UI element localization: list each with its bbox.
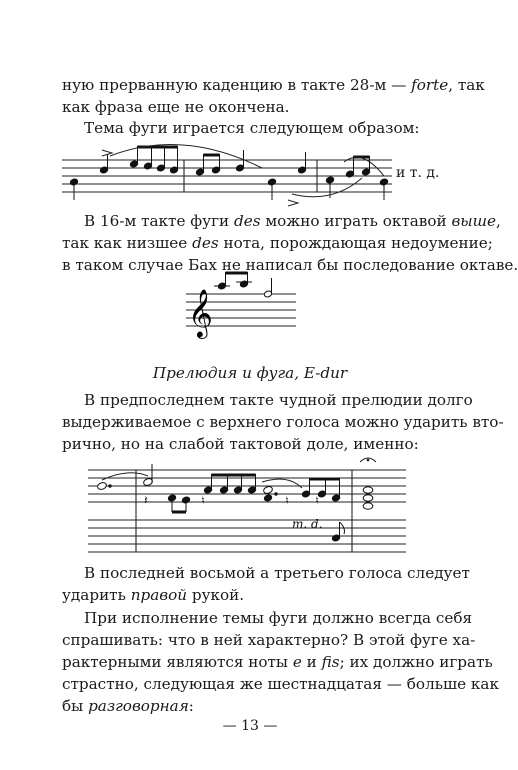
section-heading: Прелюдия и фуга, E-dur xyxy=(152,364,348,382)
page-number: — 13 — xyxy=(222,718,278,734)
fermata-icon xyxy=(367,459,370,462)
svg-text:♮: ♮ xyxy=(315,494,319,507)
paragraph-2: Тема фуги играется следующем образом: xyxy=(84,119,420,137)
paragraph-4: В предпоследнем такте чудной прелюдии долго выдерживаемое с верхнего голоса можно ударить вто- рично, но на слабой тактовой доле, именно: xyxy=(62,391,504,453)
paragraph-3: В 16-м такте фуги des можно играть октавой выше, так как низшее des нота, порождающая недоумение; в таком случае Бах не написал бы последование октаве. xyxy=(62,212,518,274)
paragraph-1: ную прерванную каденцию в такте 28-м — forte, так как фраза еще не окончена. xyxy=(62,76,485,116)
md-annotation: m. d. xyxy=(292,517,323,531)
paragraph-5: В последней восьмой а третьего голоса следует ударить правой рукой. xyxy=(62,564,470,604)
svg-text:𝄽: 𝄽 xyxy=(144,493,148,507)
music-example-prelude-ending xyxy=(88,454,406,554)
music-example-octave xyxy=(186,276,296,338)
music-example-fugue-theme xyxy=(62,148,392,206)
paragraph-6: При исполнение темы фуги должно всегда себя спрашивать: что в ней характерно? В этой фуге ха- рактерными являются ноты e и fis; их должно играть страстно, следующая же шестнадцатая — больше как бы разговорная: xyxy=(62,609,499,715)
etc-label: и т. д. xyxy=(396,165,440,181)
svg-text:♮: ♮ xyxy=(285,494,289,507)
treble-clef-icon: 𝄞 xyxy=(188,288,213,337)
svg-text:♮: ♮ xyxy=(201,494,205,507)
